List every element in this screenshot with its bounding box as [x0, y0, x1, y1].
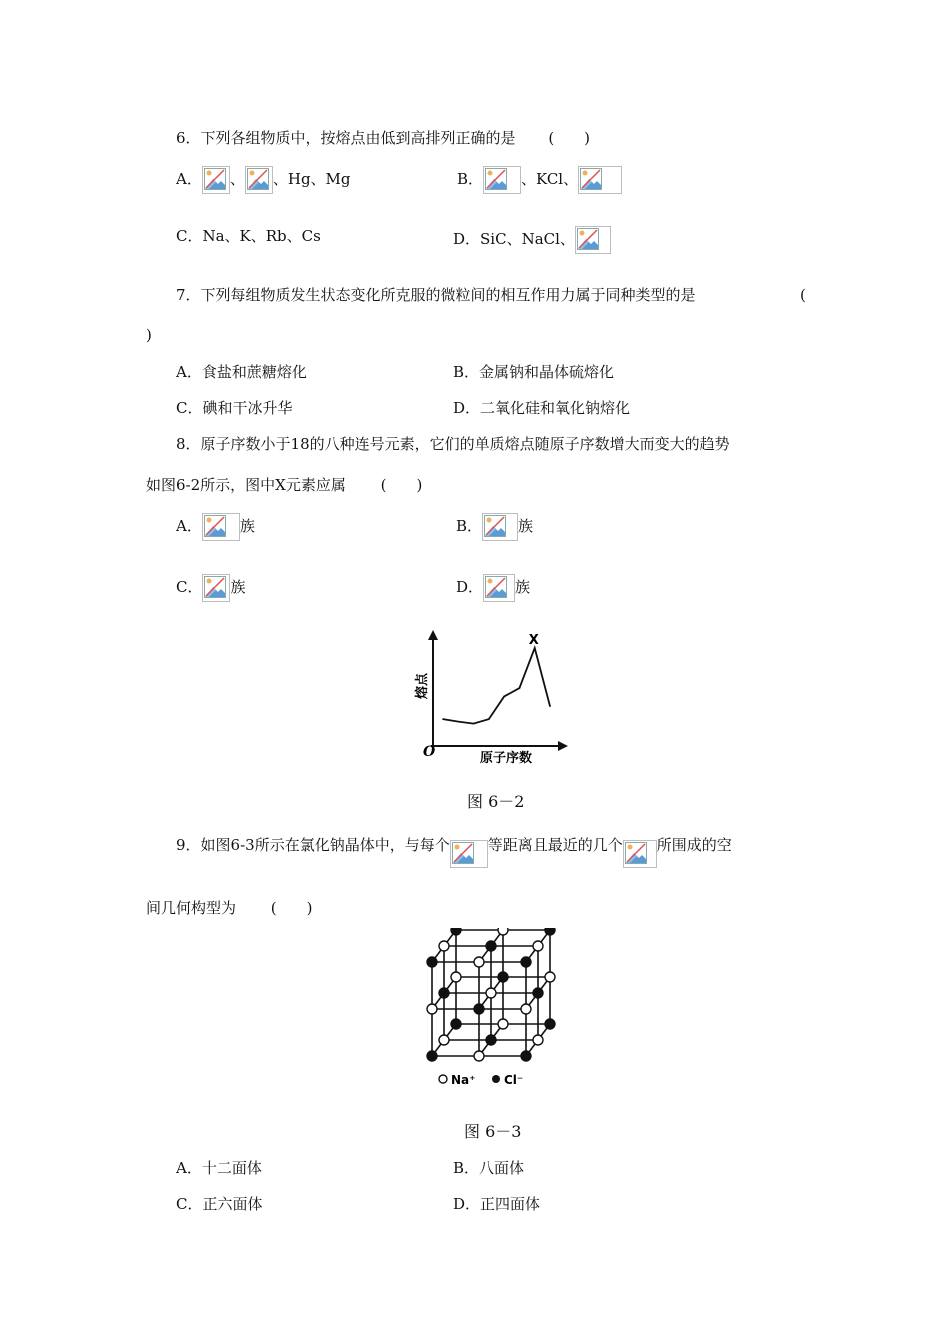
q8-option-a: A． 族 — [176, 513, 255, 541]
fig63-caption: 图 6－3 — [464, 1122, 522, 1141]
data-point — [473, 723, 475, 725]
data-point — [442, 718, 444, 720]
x-axis-label: 原子序数 — [479, 751, 533, 766]
nacl-lattice-diagram — [420, 928, 570, 1098]
q7-paren-close: ) — [146, 326, 152, 344]
series-line — [443, 648, 550, 724]
image-placeholder-icon — [202, 513, 240, 541]
image-placeholder-icon — [202, 574, 230, 602]
sodium-ion — [521, 1004, 531, 1014]
origin-label: O — [423, 744, 436, 760]
melting-point-chart — [408, 624, 578, 774]
chloride-ion — [474, 1004, 484, 1014]
q9-line1: 9．如图6-3所示在氯化钠晶体中，与每个 等距离且最近的几个 所围成的空 — [176, 832, 732, 860]
q6-stem: 6．下列各组物质中，按熔点由低到高排列正确的是 ( ) — [176, 129, 591, 147]
legend-na-icon — [439, 1075, 447, 1083]
q7-option-d: D．二氧化硅和氧化钠熔化 — [453, 399, 631, 417]
q8-option-d: D． 族 — [456, 574, 530, 602]
sodium-ion — [545, 972, 555, 982]
chloride-ion — [533, 988, 543, 998]
q9-option-c: C．正六面体 — [176, 1195, 263, 1213]
legend-cl-icon — [492, 1075, 500, 1083]
chloride-ion — [521, 1051, 531, 1061]
q7-option-b: B．金属钠和晶体硫熔化 — [453, 363, 615, 381]
sodium-ion — [498, 928, 508, 935]
q9-line2: 间几何构型为 ( ) — [146, 899, 313, 917]
chloride-ion — [498, 972, 508, 982]
chloride-ion — [545, 928, 555, 935]
q8-line2: 如图6-2所示，图中X元素应属 ( ) — [146, 476, 423, 494]
image-placeholder-icon — [483, 574, 515, 602]
sodium-ion — [427, 1004, 437, 1014]
q6-option-a: A． 、 、Hg、Mg — [176, 166, 351, 194]
legend-cl-label: Cl⁻ — [504, 1073, 524, 1087]
legend-na-label: Na⁺ — [451, 1073, 476, 1087]
q9-option-b: B．八面体 — [453, 1159, 525, 1177]
q7-option-c: C．碘和干冰升华 — [176, 399, 293, 417]
image-placeholder-icon — [483, 166, 521, 194]
data-point — [503, 696, 505, 698]
peak-label: X — [528, 633, 539, 648]
image-placeholder-icon — [245, 166, 273, 194]
data-point — [488, 718, 490, 720]
sodium-ion — [498, 1019, 508, 1029]
sodium-ion — [486, 988, 496, 998]
data-point — [457, 721, 459, 723]
y-axis-arrow — [428, 630, 438, 640]
image-placeholder-icon — [575, 226, 611, 254]
chloride-ion — [521, 957, 531, 967]
chloride-ion — [451, 928, 461, 935]
sodium-ion — [474, 1051, 484, 1061]
q6-option-c: C．Na、K、Rb、Cs — [176, 227, 321, 245]
q9-option-a: A．十二面体 — [176, 1159, 262, 1177]
data-point — [549, 705, 551, 707]
q7-paren-open: ( — [800, 286, 806, 304]
q8-option-c: C． 族 — [176, 574, 246, 602]
sodium-ion — [474, 957, 484, 967]
chloride-ion — [439, 988, 449, 998]
chloride-ion — [545, 1019, 555, 1029]
image-placeholder-icon — [578, 166, 622, 194]
sodium-ion — [439, 1035, 449, 1045]
sodium-ion — [533, 941, 543, 951]
chloride-ion — [486, 941, 496, 951]
q7-stem: 7．下列每组物质发生状态变化所克服的微粒间的相互作用力属于同种类型的是 — [176, 286, 696, 304]
chloride-ion — [427, 957, 437, 967]
chloride-ion — [486, 1035, 496, 1045]
data-point — [519, 687, 521, 689]
image-placeholder-icon — [623, 840, 657, 868]
q6-option-b: B． 、KCl、 — [457, 166, 622, 194]
q6-option-d: D．SiC、NaCl、 — [453, 226, 611, 254]
sodium-ion — [533, 1035, 543, 1045]
chloride-ion — [427, 1051, 437, 1061]
x-axis-arrow — [558, 741, 568, 751]
chloride-ion — [451, 1019, 461, 1029]
image-placeholder-icon — [202, 166, 230, 194]
image-placeholder-icon — [482, 513, 518, 541]
image-placeholder-icon — [450, 840, 488, 868]
sodium-ion — [451, 972, 461, 982]
q8-line1: 8．原子序数小于18的八种连号元素，它们的单质熔点随原子序数增大而变大的趋势 — [176, 435, 730, 453]
q8-option-b: B． 族 — [456, 513, 533, 541]
fig62-caption: 图 6－2 — [467, 792, 525, 811]
y-axis-label: 熔点 — [415, 672, 430, 700]
q7-option-a: A．食盐和蔗糖熔化 — [176, 363, 307, 381]
q9-option-d: D．正四面体 — [453, 1195, 541, 1213]
sodium-ion — [439, 941, 449, 951]
